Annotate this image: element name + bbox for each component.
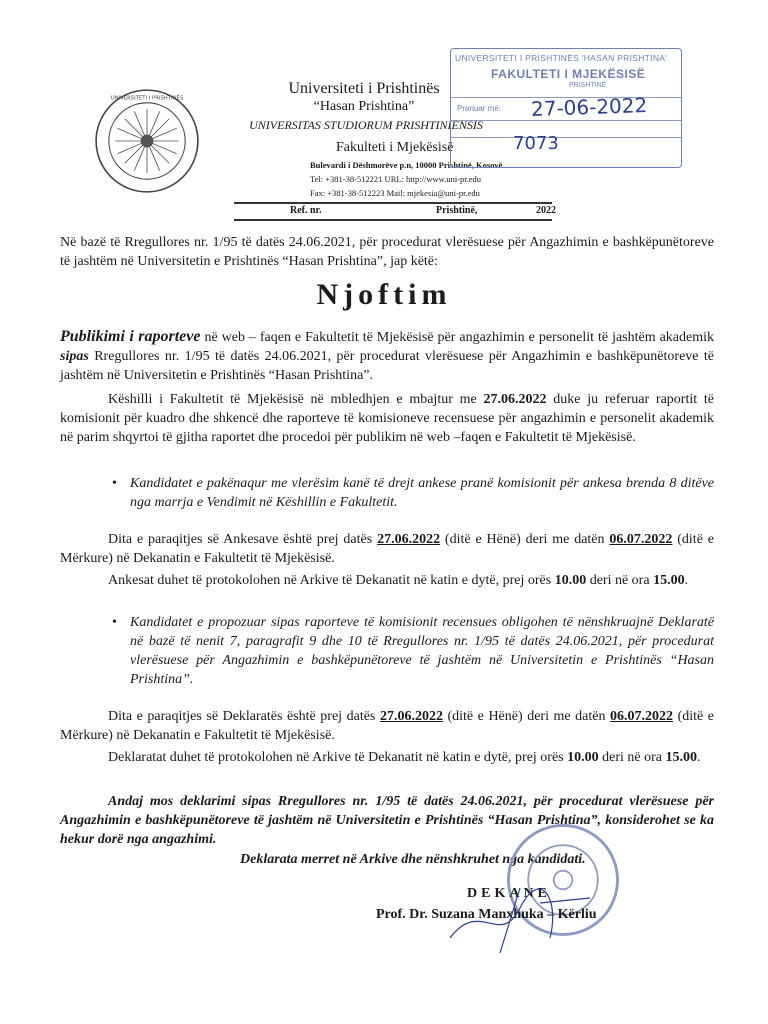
university-name: Universiteti i Prishtinës	[288, 80, 440, 97]
bullet-dot: •	[112, 476, 117, 491]
latin-name: UNIVERSITAS STUDIORUM PRISHTINIENSIS	[249, 118, 483, 132]
p1-text-a: në web – faqen e Fakultetit të Mjekësisë për angazhimin e personelit të jashtëm akademik	[200, 330, 714, 345]
p3-text-a: Dita e paraqitjes së Ankesave është prej datës	[108, 532, 378, 547]
p3-text-b: (ditë e Hënë) deri me datën	[440, 532, 610, 547]
paragraph-complaint-dates	[60, 530, 714, 568]
p5-text-a: Dita e paraqitjes së Deklaratës është prej datës	[108, 709, 380, 724]
year: 2022	[536, 205, 556, 216]
registry-stamp	[450, 48, 682, 168]
contact-line-2: Fax: +381-38-512223 Mail: mjekesia@uni-pr.edu	[310, 188, 480, 198]
stamp-received-label: Pranuar më:	[457, 104, 502, 113]
stamp-line-3: PRISHTINË	[569, 82, 607, 89]
p3-date-from: 27.06.2022	[377, 532, 441, 547]
handwritten-signature	[440, 878, 620, 958]
paragraph-complaint-hours	[60, 571, 714, 590]
stamp-line-1: UNIVERSITETI I PRISHTINËS 'HASAN PRISHTINA'	[455, 53, 668, 63]
intro-paragraph: Në bazë të Rregullores nr. 1/95 të datës 24.06.2021, për procedurat vlerësuese për Angazhimin e bashkëpunëtoreve të jashtëm në Universitetin e Prishtinës “Hasan Prishtina”, jap këtë:	[60, 235, 714, 269]
stamp-divider	[451, 137, 681, 138]
p3-date-to: 06.07.2022	[609, 532, 673, 547]
publication-lead: Publikimi i raporteve	[60, 328, 201, 345]
p2-date: 27.06.2022	[483, 392, 547, 407]
stamp-number: 7073	[513, 133, 559, 154]
university-seal-logo	[94, 88, 200, 194]
university-title: “Hasan Prishtina”	[313, 99, 415, 114]
bullet-declaration	[112, 613, 714, 689]
address: Bulevardi i Dëshmorëve p.n, 10000 Prishtinë, Kosovë	[310, 160, 503, 170]
p6-time-from: 10.00	[567, 750, 599, 765]
bullet-complaints	[112, 474, 714, 512]
p4-time-to: 15.00	[653, 573, 685, 588]
paragraph-archive: Deklarata merret në Arkive dhe nënshkruhet nga kandidati.	[240, 852, 586, 867]
paragraph-consequence: Andaj mos deklarimi sipas Rregullores nr. 1/95 të datës 24.06.2021, për procedurat vlerësuese për Angazhimin e bashkëpunëtoreve të jashtëm në Universitetin e Prishtinës “Hasan Prishtina”, konsiderohet se ka hekur dorë nga angazhimi.	[60, 794, 714, 847]
paragraph-council	[60, 390, 714, 447]
ref-label: Ref. nr.	[290, 205, 322, 216]
p5-date-to: 06.07.2022	[610, 709, 674, 724]
p6-time-to: 15.00	[665, 750, 697, 765]
p2-text-b: duke ju referuar raportit të komisionit për kuadro dhe shkencë dhe raporteve të komisioneve recensuese për angazhimin e personelit akademik në parim shqyrtoi të gjitha raportet dhe procedoi për publikim në web –faqen e Fakultetit të Mjekësisë.	[60, 392, 714, 445]
p4-text-c: .	[684, 573, 689, 588]
paragraph-declaration-dates	[60, 707, 714, 745]
p3-text-c: (ditë e Mërkure) në Dekanatin e Fakultetit të Mjekësisë.	[60, 532, 714, 566]
contact-line-1: Tel: +381-38-512221 URL: http://www.uni-pr.edu	[310, 174, 482, 184]
svg-text:UNIVERSITETI I PRISHTINËS: UNIVERSITETI I PRISHTINËS	[110, 95, 184, 102]
p6-text-a: Deklaratat duhet të protokolohen në Arkive të Dekanatit në katin e dytë, prej orës	[108, 750, 568, 765]
paragraph-publication	[60, 327, 714, 385]
p6-text-b: deri në ora	[598, 750, 666, 765]
bullet-complaints-text: Kandidatet e pakënaqur me vlerësim kanë të drejt ankese pranë komisionit për ankesa brenda 8 ditëve nga marrja e Vendimit në Këshillin e Fakultetit.	[130, 476, 714, 510]
p5-text-b: (ditë e Hënë) deri me datën	[442, 709, 611, 724]
p2-text-a: Këshilli i Fakultetit të Mjekësisë në mbledhjen e mbajtur me	[108, 392, 484, 407]
p4-text-b: deri në ora	[586, 573, 654, 588]
signature-name: Prof. Dr. Suzana Manxhuka – Kërliu	[376, 907, 597, 922]
paragraph-declaration-hours	[60, 748, 714, 767]
p6-text-c: .	[696, 750, 701, 765]
p1-sipas: sipas	[60, 349, 89, 364]
notice-title: Njoftim	[316, 278, 452, 311]
bullet-dot: •	[112, 615, 117, 630]
city: Prishtinë,	[436, 205, 478, 216]
faculty-name: Fakulteti i Mjekësisë	[336, 140, 454, 155]
signature-role: DEKANE	[467, 886, 551, 901]
p4-time-from: 10.00	[554, 573, 587, 588]
header-rule-top	[234, 202, 552, 204]
p5-date-from: 27.06.2022	[379, 709, 443, 724]
header-rule-bottom	[234, 219, 552, 221]
p4-text-a: Ankesat duhet të protokolohen në Arkive të Dekanatit në katin e dytë, prej orës	[108, 573, 555, 588]
p1-text-b: Rregullores nr. 1/95 të datës 24.06.2021, për procedurat vlerësuese për Angazhimin e bashkëpunëtoreve të jashtëm në Universitetin e Prishtinës “Hasan Prishtina”.	[60, 349, 714, 383]
stamp-received-date: 27-06-2022	[530, 92, 648, 122]
bullet-declaration-text: Kandidatet e propozuar sipas raporteve të komisionit recensues obligohen të nënshkruajnë Deklaratë në bazë të nenit 7, paragrafit 9 dhe 10 të Rregullores nr. 1/95 të datës 24.06.2021, për procedurat vlerësuese për Angazhimin e bashkëpunëtoreve të jashtëm në Universitetin e Prishtinës “Hasan Prishtina”.	[130, 615, 714, 687]
stamp-line-2: FAKULTETI I MJEKËSISË	[491, 67, 646, 81]
p5-text-c: (ditë e Mërkure) në Dekanatin e Fakultetit të Mjekësisë.	[60, 709, 714, 743]
